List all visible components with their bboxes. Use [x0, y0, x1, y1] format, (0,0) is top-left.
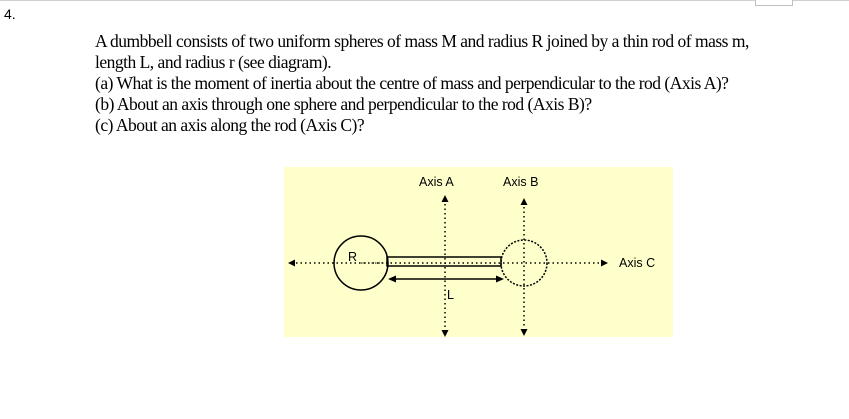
axis-b-label: Axis B — [503, 175, 539, 189]
rod — [387, 257, 501, 266]
top-rule — [0, 0, 849, 1]
length-arrow-right — [496, 276, 504, 283]
length-arrow-left — [388, 276, 396, 283]
axis-c-label: Axis C — [619, 256, 656, 270]
axis-c-arrow-left — [288, 260, 295, 267]
question-line-2: length L, and radius r (see diagram). — [95, 52, 332, 72]
axis-b-arrow-down — [521, 329, 528, 336]
question-part-b: (b) About an axis through one sphere and perpendicular to the rod (Axis B)? — [95, 94, 592, 114]
dumbbell-diagram-svg — [284, 167, 673, 337]
question-number: 4. — [4, 6, 16, 22]
question-text — [95, 31, 840, 136]
axis-a-arrow-up — [442, 195, 449, 202]
corner-box — [755, 0, 793, 6]
question-part-c: (c) About an axis along the rod (Axis C)? — [95, 115, 365, 135]
axis-a-label: Axis A — [419, 175, 454, 189]
dumbbell-diagram — [284, 167, 673, 337]
radius-label: R — [348, 250, 358, 264]
question-line-1: A dumbbell consists of two uniform spheres of mass M and radius R joined by a thin rod of mass m, — [95, 31, 749, 51]
axis-a-arrow-down — [442, 330, 449, 337]
length-label: L — [447, 288, 454, 302]
axis-c-arrow-right — [601, 260, 608, 267]
axis-b-arrow-up — [521, 198, 528, 205]
question-part-a: (a) What is the moment of inertia about the centre of mass and perpendicular to the rod (Axis A)? — [95, 73, 729, 93]
